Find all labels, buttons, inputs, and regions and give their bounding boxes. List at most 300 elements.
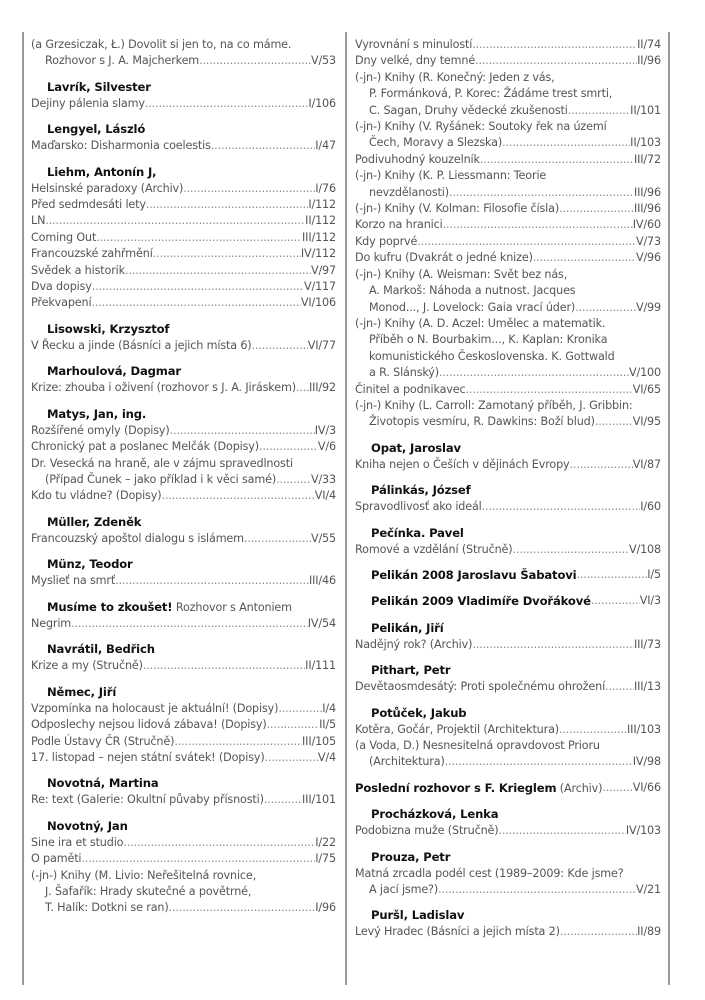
dot-leader bbox=[115, 573, 309, 589]
author-heading: Navrátil, Bedřich bbox=[47, 642, 155, 657]
dot-leader bbox=[276, 472, 311, 488]
page-reference: III/112 bbox=[302, 230, 336, 244]
entry-text bbox=[369, 882, 438, 898]
index-entry bbox=[31, 658, 336, 674]
entry-line-with-page bbox=[31, 792, 336, 808]
index-entry bbox=[31, 295, 336, 311]
page-reference: III/92 bbox=[308, 381, 336, 395]
entry-line-with-page bbox=[31, 734, 336, 750]
entry-text bbox=[371, 593, 591, 610]
entry-title-line: O paměti bbox=[31, 852, 82, 866]
page-reference: IV/98 bbox=[632, 755, 661, 769]
page-reference: I/22 bbox=[315, 835, 336, 849]
page-reference: IV/103 bbox=[625, 824, 661, 838]
dot-leader bbox=[475, 53, 637, 69]
entry-title-line: Krize: zhouba i oživení (rozhovor s J. A. Jiráskem) bbox=[31, 381, 296, 395]
dot-leader bbox=[145, 96, 308, 112]
author-heading: Pithart, Petr bbox=[371, 663, 451, 678]
entry-line-with-page bbox=[31, 380, 336, 396]
index-entry bbox=[355, 53, 661, 69]
dot-leader bbox=[92, 279, 304, 295]
index-block bbox=[355, 620, 661, 653]
index-entry bbox=[31, 717, 336, 733]
entry-line-with-page bbox=[355, 722, 661, 738]
entry-line-with-page bbox=[355, 53, 661, 69]
page-reference: III/13 bbox=[633, 680, 661, 694]
entry-title-line: Životopis vesmíru, R. Dawkins: Boží blud) bbox=[369, 415, 595, 429]
entry-title-line: Helsinské paradoxy (Archiv) bbox=[31, 181, 184, 195]
bold-title: Pelikán 2009 Vladimíře Dvořákové bbox=[371, 594, 591, 609]
index-entry bbox=[31, 488, 336, 504]
index-entry bbox=[355, 722, 661, 738]
entry-text bbox=[355, 499, 482, 515]
page-reference: III/103 bbox=[627, 722, 661, 736]
entry-text bbox=[31, 230, 96, 246]
entry-title-line: Rozšířené omyly (Dopisy) bbox=[31, 423, 170, 437]
entry-text bbox=[31, 279, 92, 295]
entry-title-line: Chronický pat a poslanec Melčák (Dopisy) bbox=[31, 440, 259, 454]
page-reference: I/47 bbox=[315, 139, 336, 153]
entry-line-with-page bbox=[31, 472, 336, 488]
index-entry bbox=[355, 168, 661, 201]
entry-title-line: Spravodlivosť ako ideál bbox=[355, 500, 482, 514]
dot-leader bbox=[183, 181, 315, 197]
page-reference: V/99 bbox=[635, 300, 661, 314]
page-reference: I/96 bbox=[315, 901, 336, 915]
entry-text bbox=[31, 263, 125, 279]
author-heading: Pelikán, Jiří bbox=[371, 620, 444, 635]
index-block bbox=[355, 907, 661, 940]
entry-title-line: C. Sagan, Druhy vědecké zkušenosti bbox=[369, 103, 568, 117]
page-reference: VI/3 bbox=[639, 594, 661, 608]
entry-title-line: (a Voda, D.) Nesnesitelná opravdovost Prioru bbox=[355, 739, 600, 752]
entry-line-with-page bbox=[31, 53, 336, 69]
entry-text bbox=[355, 234, 417, 250]
index-block bbox=[31, 641, 336, 674]
entry-line-with-page bbox=[355, 457, 661, 473]
entry-title-line bbox=[31, 599, 336, 616]
entry-text bbox=[31, 246, 153, 262]
entry-text bbox=[355, 382, 466, 398]
entry-text bbox=[355, 201, 559, 217]
entry-text bbox=[31, 138, 211, 154]
index-entry bbox=[31, 213, 336, 229]
index-entry bbox=[31, 380, 336, 396]
page-reference: II/74 bbox=[637, 38, 661, 51]
entry-title-line: Svědek a historik bbox=[31, 263, 125, 277]
entry-line-with-page bbox=[355, 823, 661, 839]
index-entry bbox=[355, 499, 661, 515]
entry-line-with-page bbox=[31, 197, 336, 213]
index-entry bbox=[355, 398, 661, 431]
index-block bbox=[31, 684, 336, 767]
index-block bbox=[31, 321, 336, 354]
page-reference: IV/3 bbox=[314, 423, 336, 437]
dot-leader bbox=[143, 658, 305, 674]
entry-line-with-page bbox=[31, 138, 336, 154]
column-divider bbox=[345, 32, 347, 985]
index-block bbox=[31, 79, 336, 112]
page-reference: V/100 bbox=[628, 366, 661, 380]
entry-text bbox=[369, 135, 502, 151]
entry-text bbox=[369, 300, 575, 316]
index-entry bbox=[355, 119, 661, 152]
entry-title-line: (-jn-) Knihy (M. Livio: Neřešitelná rovnice, bbox=[31, 868, 257, 882]
entry-text bbox=[355, 823, 498, 839]
entry-title-line: Dva dopisy bbox=[31, 280, 92, 294]
index-entry bbox=[355, 738, 661, 771]
dot-leader bbox=[570, 457, 633, 473]
entry-line-with-page bbox=[355, 499, 661, 515]
entry-text bbox=[31, 616, 71, 632]
dot-leader bbox=[472, 37, 637, 53]
dot-leader bbox=[278, 701, 322, 717]
index-entry bbox=[31, 868, 336, 917]
entry-title-line: Vyrovnání s minulostí bbox=[355, 38, 473, 51]
index-entry bbox=[31, 835, 336, 851]
entry-line-with-page bbox=[31, 181, 336, 197]
page-reference: III/96 bbox=[633, 185, 661, 199]
dot-leader bbox=[125, 263, 311, 279]
entry-title-line: Překvapení bbox=[31, 296, 92, 310]
page-reference: II/111 bbox=[305, 659, 336, 673]
index-block bbox=[355, 705, 661, 771]
entry-title-line: Do kufru (Dvakrát o jedné knize) bbox=[355, 251, 533, 265]
entry-line-with-page bbox=[355, 103, 661, 119]
author-heading: Pečínka. Pavel bbox=[371, 525, 464, 540]
entry-title-line: Příběh o N. Bourbakim..., K. Kaplan: Kronika bbox=[369, 333, 608, 347]
entry-text bbox=[31, 701, 278, 717]
page-reference: IV/54 bbox=[307, 616, 336, 630]
author-heading: Lengyel, László bbox=[47, 122, 146, 137]
index-entry bbox=[355, 37, 661, 53]
entry-title-line: (-jn-) Knihy (V. Kolman: Filosofie čísla) bbox=[355, 202, 560, 216]
entry-title-line: Romové a vzdělání (Stručně) bbox=[355, 542, 513, 556]
index-entry bbox=[31, 197, 336, 213]
author-heading: Müller, Zdeněk bbox=[47, 514, 142, 529]
dot-leader bbox=[438, 882, 636, 898]
page-reference: III/72 bbox=[633, 152, 661, 166]
page-reference: V/96 bbox=[635, 251, 661, 265]
page-reference: II/101 bbox=[630, 103, 661, 117]
index-block bbox=[31, 556, 336, 589]
entry-line-with-page bbox=[355, 365, 661, 381]
index-entry bbox=[355, 866, 661, 899]
entry-line-with-page bbox=[355, 679, 661, 695]
entry-line-with-page bbox=[31, 263, 336, 279]
index-entry bbox=[355, 152, 661, 168]
page-reference: VI/77 bbox=[307, 338, 336, 352]
entry-line-with-page bbox=[31, 573, 336, 589]
dot-leader bbox=[595, 414, 633, 430]
entry-line-with-page bbox=[355, 201, 661, 217]
author-heading: Prouza, Petr bbox=[371, 849, 451, 864]
entry-line-with-page bbox=[355, 593, 661, 610]
dot-leader bbox=[169, 900, 316, 916]
entry-line-with-page bbox=[31, 750, 336, 766]
index-entry bbox=[31, 279, 336, 295]
entry-text bbox=[355, 924, 560, 940]
page-reference: V/6 bbox=[317, 440, 336, 454]
page-reference: I/112 bbox=[308, 198, 336, 212]
entry-line-with-page bbox=[31, 851, 336, 867]
entry-line-with-page bbox=[31, 717, 336, 733]
dot-leader bbox=[560, 924, 637, 940]
page-reference: II/89 bbox=[637, 925, 661, 939]
entry-title-line: Monod..., J. Lovelock: Gaia vrací úder) bbox=[369, 300, 576, 314]
page-reference: III/73 bbox=[633, 637, 661, 651]
entry-title-line: Dejiny pálenia slamy bbox=[31, 96, 145, 110]
entry-line-with-page bbox=[31, 488, 336, 504]
dot-leader bbox=[513, 542, 629, 558]
dot-leader bbox=[559, 722, 627, 738]
index-block bbox=[31, 363, 336, 396]
page-reference: VI/87 bbox=[632, 457, 661, 471]
index-entry bbox=[31, 439, 336, 455]
dot-leader bbox=[211, 138, 316, 154]
entry-line-with-page bbox=[31, 439, 336, 455]
entry-text bbox=[31, 380, 296, 396]
dot-leader bbox=[259, 439, 318, 455]
dot-leader bbox=[265, 750, 318, 766]
page-reference: VI/106 bbox=[300, 296, 336, 310]
entry-text bbox=[371, 567, 577, 584]
entry-line-with-page bbox=[355, 382, 661, 398]
dot-leader bbox=[480, 152, 634, 168]
entry-title-line: Podobizna muže (Stručně) bbox=[355, 824, 499, 838]
index-entry bbox=[355, 250, 661, 266]
entry-text bbox=[31, 792, 264, 808]
index-entry bbox=[355, 70, 661, 119]
entry-text bbox=[355, 37, 472, 53]
index-entry bbox=[31, 792, 336, 808]
entry-title-line: LN bbox=[31, 214, 46, 228]
entry-title-line: T. Halík: Dotkni se ran) bbox=[45, 901, 169, 915]
index-entry bbox=[355, 201, 661, 217]
entry-line-with-page bbox=[31, 900, 336, 916]
entry-text bbox=[355, 152, 480, 168]
bold-title: Pelikán 2008 Jaroslavu Šabatovi bbox=[371, 567, 577, 582]
author-heading: Lisowski, Krzysztof bbox=[47, 321, 170, 336]
entry-line-with-page bbox=[355, 135, 661, 151]
page-reference: III/101 bbox=[302, 793, 336, 807]
entry-text bbox=[355, 457, 570, 473]
index-entry bbox=[31, 37, 336, 70]
author-heading: Marhoulová, Dagmar bbox=[47, 364, 181, 379]
dot-leader bbox=[264, 792, 302, 808]
entry-text bbox=[45, 53, 199, 69]
index-block bbox=[355, 440, 661, 473]
dot-leader bbox=[445, 754, 633, 770]
page-reference: V/97 bbox=[310, 263, 336, 277]
page-reference: V/108 bbox=[628, 542, 661, 556]
entry-text bbox=[369, 365, 439, 381]
page-reference: IV/60 bbox=[632, 218, 661, 232]
entry-title-line: Kniha nejen o Češích v dějinách Evropy bbox=[355, 457, 570, 471]
entry-text bbox=[31, 439, 259, 455]
entry-text bbox=[355, 217, 443, 233]
entry-line-with-page bbox=[31, 96, 336, 112]
page-reference: II/103 bbox=[630, 136, 661, 150]
dot-leader bbox=[443, 217, 633, 233]
entry-text bbox=[31, 851, 81, 867]
index-block bbox=[31, 164, 336, 312]
dot-leader bbox=[502, 135, 630, 151]
entry-title-line: P. Formánková, P. Korec: Žádáme trest smrti, bbox=[369, 87, 613, 101]
entry-line-with-page bbox=[31, 338, 336, 354]
right-margin-rule bbox=[668, 32, 670, 985]
entry-title-line: (-jn-) Knihy (K. P. Liessmann: Teorie bbox=[355, 169, 547, 183]
entry-line-with-page bbox=[355, 567, 661, 584]
entry-line-with-page bbox=[355, 37, 661, 53]
entry-text bbox=[31, 488, 161, 504]
entry-title-line: (-jn-) Knihy (A. Weisman: Svět bez nás, bbox=[355, 267, 568, 281]
index-block bbox=[355, 567, 661, 584]
dot-leader bbox=[568, 103, 630, 119]
index-entry bbox=[31, 851, 336, 867]
entry-line-with-page bbox=[31, 246, 336, 262]
page-reference: VI/4 bbox=[314, 489, 336, 503]
entry-line-with-page bbox=[355, 637, 661, 653]
page-reference: I/60 bbox=[640, 500, 661, 514]
author-heading: Potůček, Jakub bbox=[371, 705, 467, 720]
entry-line-with-page bbox=[31, 658, 336, 674]
index-entry bbox=[355, 382, 661, 398]
index-column-left bbox=[31, 37, 336, 917]
entry-title-line: Kdo tu vládne? (Dopisy) bbox=[31, 489, 162, 503]
entry-title-line: Levý Hradec (Básníci a jejich místa 2) bbox=[355, 925, 560, 939]
entry-title-line: Maďarsko: Disharmonia coelestis bbox=[31, 139, 211, 153]
dot-leader bbox=[146, 197, 308, 213]
entry-line-with-page bbox=[355, 234, 661, 250]
entry-text bbox=[355, 780, 602, 797]
index-block bbox=[31, 406, 336, 505]
entry-text bbox=[31, 734, 174, 750]
index-block bbox=[31, 37, 336, 70]
index-entry bbox=[31, 423, 336, 439]
entry-text bbox=[31, 96, 145, 112]
entry-title-line: (-jn-) Knihy (V. Ryšánek: Soutoky řek na území bbox=[355, 120, 607, 134]
entry-title-line: (-jn-) Knihy (R. Konečný: Jeden z vás, bbox=[355, 70, 555, 84]
entry-title-line: nevzdělanosti) bbox=[369, 185, 449, 199]
entry-text bbox=[355, 679, 605, 695]
entry-line-with-page bbox=[355, 754, 661, 770]
entry-title-line: (-jn-) Knihy (L. Carroll: Zamotaný příběh, J. Gribbin: bbox=[355, 398, 633, 412]
entry-text bbox=[31, 531, 244, 547]
dot-leader bbox=[466, 382, 633, 398]
index-entry bbox=[355, 267, 661, 316]
index-block bbox=[355, 849, 661, 899]
index-entry bbox=[355, 924, 661, 940]
bold-title: Musíme to zkoušet! bbox=[47, 599, 173, 614]
dot-leader bbox=[96, 230, 302, 246]
entry-line-with-page bbox=[355, 780, 661, 797]
dot-leader bbox=[91, 295, 300, 311]
entry-title-line: Myslieť na smrť bbox=[31, 574, 116, 588]
entry-title-line: (-jn-) Knihy (A. D. Aczel: Umělec a matematik. bbox=[355, 316, 606, 330]
index-entry bbox=[31, 701, 336, 717]
author-heading: Procházková, Lenka bbox=[371, 807, 499, 822]
entry-text bbox=[31, 181, 183, 197]
index-block bbox=[355, 37, 661, 431]
entry-title-line: Krize a my (Stručně) bbox=[31, 659, 143, 673]
entry-title-line: Rozhovor s J. A. Majcherkem bbox=[45, 54, 200, 68]
dot-leader bbox=[123, 835, 315, 851]
dot-leader bbox=[575, 300, 636, 316]
index-entry bbox=[355, 637, 661, 653]
entry-text bbox=[45, 472, 276, 488]
index-entry bbox=[355, 542, 661, 558]
page-reference: V/117 bbox=[303, 280, 336, 294]
entry-line-with-page bbox=[355, 250, 661, 266]
index-entry bbox=[355, 457, 661, 473]
entry-line-with-page bbox=[31, 531, 336, 547]
page-reference: III/46 bbox=[308, 574, 336, 588]
page-reference: I/5 bbox=[647, 567, 661, 581]
page-reference: I/4 bbox=[322, 701, 336, 715]
entry-title-line: Matná zrcadla podél cest (1989–2009: Kde jsme? bbox=[355, 866, 624, 880]
entry-text bbox=[355, 722, 559, 738]
index-entry bbox=[31, 96, 336, 112]
entry-text: (Archiv) bbox=[559, 781, 603, 795]
author-heading: Münz, Teodor bbox=[47, 557, 133, 572]
page-reference: II/5 bbox=[319, 718, 336, 732]
entry-title-line: a R. Slánský) bbox=[369, 366, 439, 380]
index-entry bbox=[355, 679, 661, 695]
dot-leader bbox=[449, 185, 634, 201]
entry-text bbox=[31, 658, 143, 674]
entry-text bbox=[31, 197, 146, 213]
entry-title-line: (a Grzesiczak, Ł.) Dovolit si jen to, na co máme. bbox=[31, 38, 292, 51]
dot-leader bbox=[605, 679, 634, 695]
index-block bbox=[31, 599, 336, 633]
author-heading: Liehm, Antonín J, bbox=[47, 164, 157, 179]
index-entry bbox=[355, 316, 661, 382]
page-reference: V/33 bbox=[310, 472, 336, 486]
page-reference: II/96 bbox=[637, 54, 661, 68]
entry-text bbox=[31, 835, 123, 851]
entry-text bbox=[369, 103, 568, 119]
dot-leader bbox=[577, 567, 648, 584]
page-reference: I/75 bbox=[315, 852, 336, 866]
dot-leader bbox=[591, 593, 640, 610]
page-reference: III/105 bbox=[302, 734, 336, 748]
author-heading: Matys, Jan, ing. bbox=[47, 406, 147, 421]
dot-leader bbox=[244, 531, 311, 547]
index-entry bbox=[31, 750, 336, 766]
entry-line-with-page bbox=[31, 279, 336, 295]
page-reference: V/4 bbox=[317, 750, 336, 764]
entry-title-line: Francouzský apoštol dialogu s islámem bbox=[31, 531, 244, 545]
page-reference: I/76 bbox=[315, 181, 336, 195]
index-column-right bbox=[355, 37, 661, 941]
index-entry bbox=[355, 823, 661, 839]
entry-text bbox=[355, 542, 513, 558]
entry-text bbox=[31, 573, 115, 589]
entry-title-line: (Případ Čunek – jako příklad i k věci samé) bbox=[45, 472, 277, 486]
entry-line-with-page bbox=[31, 230, 336, 246]
dot-leader bbox=[45, 213, 305, 229]
entry-title-line: A. Markoš: Náhoda a nutnost. Jacques bbox=[369, 284, 576, 298]
dot-leader bbox=[498, 823, 625, 839]
dot-leader bbox=[602, 780, 632, 797]
index-block bbox=[355, 806, 661, 839]
entry-line-with-page bbox=[355, 217, 661, 233]
entry-title-line: Kdy poprvé bbox=[355, 234, 418, 248]
entry-line-with-page bbox=[31, 423, 336, 439]
entry-title-line: Nadějný rok? (Archiv) bbox=[355, 637, 473, 651]
entry-line-with-page bbox=[355, 152, 661, 168]
